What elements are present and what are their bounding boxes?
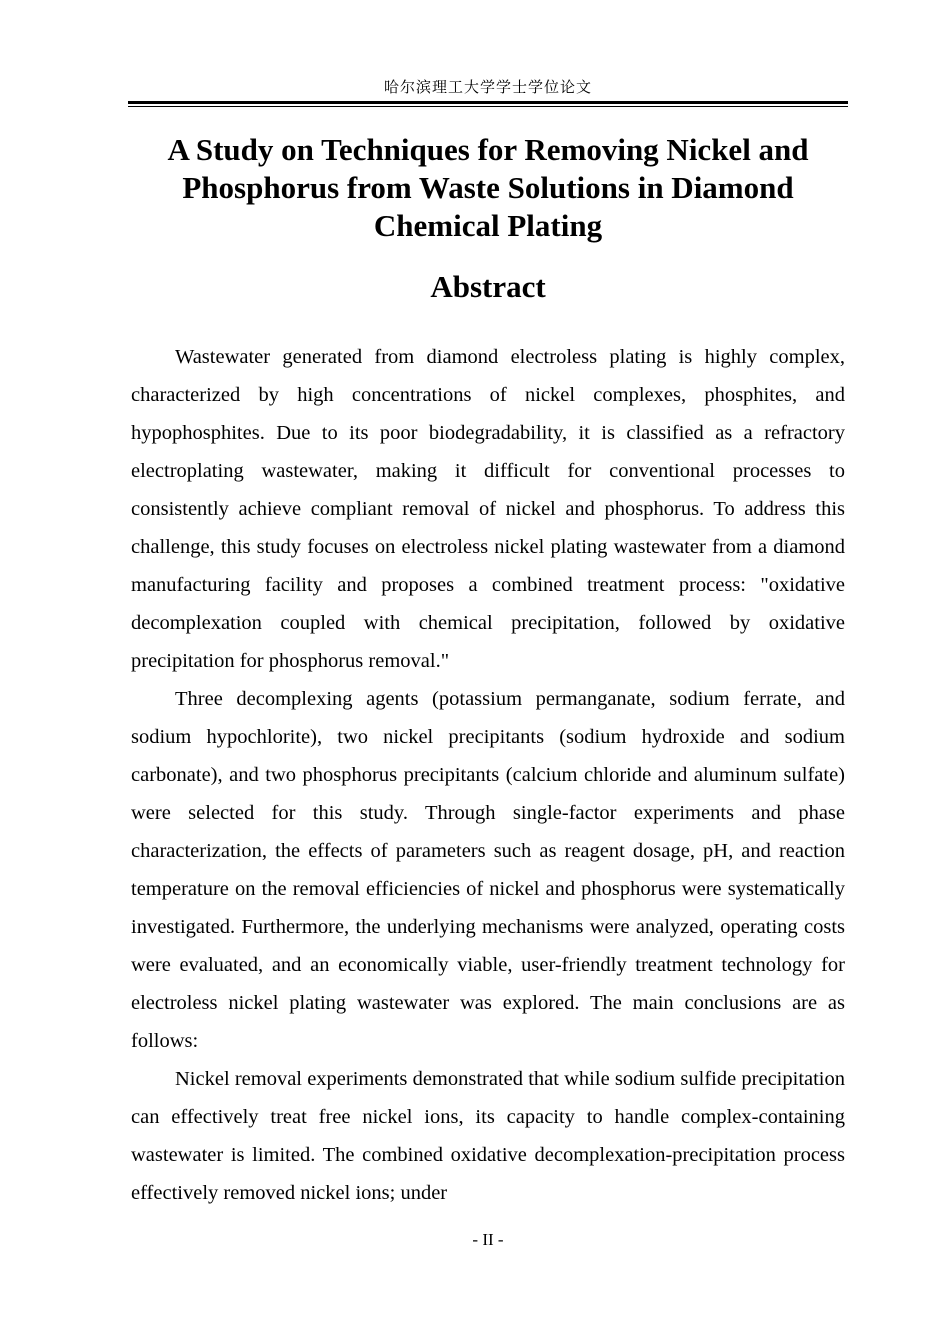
abstract-paragraph-3: Nickel removal experiments demonstrated that while sodium sulfide precipitation can effectively treat free nickel ions, its capacity to handle complex-containing wastewater is limited. The combined oxidative decomplexation-precipitation process effectively removed nickel ions; under — [131, 1068, 845, 1204]
running-header: 哈尔滨理工大学学士学位论文 — [383, 80, 592, 96]
header-rule-thick — [128, 101, 848, 104]
title-line-3: Chemical Plating — [373, 208, 603, 243]
header-rule-thin — [128, 106, 848, 107]
title-line-2: Phosphorus from Waste Solutions in Diamond — [182, 170, 794, 205]
abstract-paragraph-1: Wastewater generated from diamond electroless plating is highly complex, characterized by high concentrations of nickel complexes, phosphites, and hypophosphites. Due to its poor biodegradability, it is classified as a refractory electroplating wastewater, making it difficult for conventional processes to consistently achieve compliant removal of nickel and phosphorus. To address this challenge, this study focuses on electroless nickel plating wastewater from a diamond manufacturing facility and proposes a combined treatment process: "oxidative decomplexation coupled with chemical precipitation, followed by oxidative precipitation for phosphorus removal." — [131, 346, 845, 672]
title-line-1: A Study on Techniques for Removing Nickel and — [167, 132, 809, 167]
abstract-paragraph-2: Three decomplexing agents (potassium permanganate, sodium ferrate, and sodium hypochlorite), two nickel precipitants (sodium hydroxide and sodium carbonate), and two phosphorus precipitants (calcium chloride and aluminum sulfate) were selected for this study. Through single-factor experiments and phase characterization, the effects of parameters such as reagent dosage, pH, and reaction temperature on the removal efficiencies of nickel and phosphorus were systematically investigated. Furthermore, the underlying mechanisms were analyzed, operating costs were evaluated, and an economically viable, user-friendly treatment technology for electroless nickel plating wastewater was explored. The main conclusions are as follows: — [131, 688, 845, 1052]
page-number: - II - — [472, 1230, 504, 1249]
abstract-body — [131, 338, 845, 1212]
abstract-heading: Abstract — [430, 269, 546, 304]
thesis-title — [128, 131, 848, 245]
